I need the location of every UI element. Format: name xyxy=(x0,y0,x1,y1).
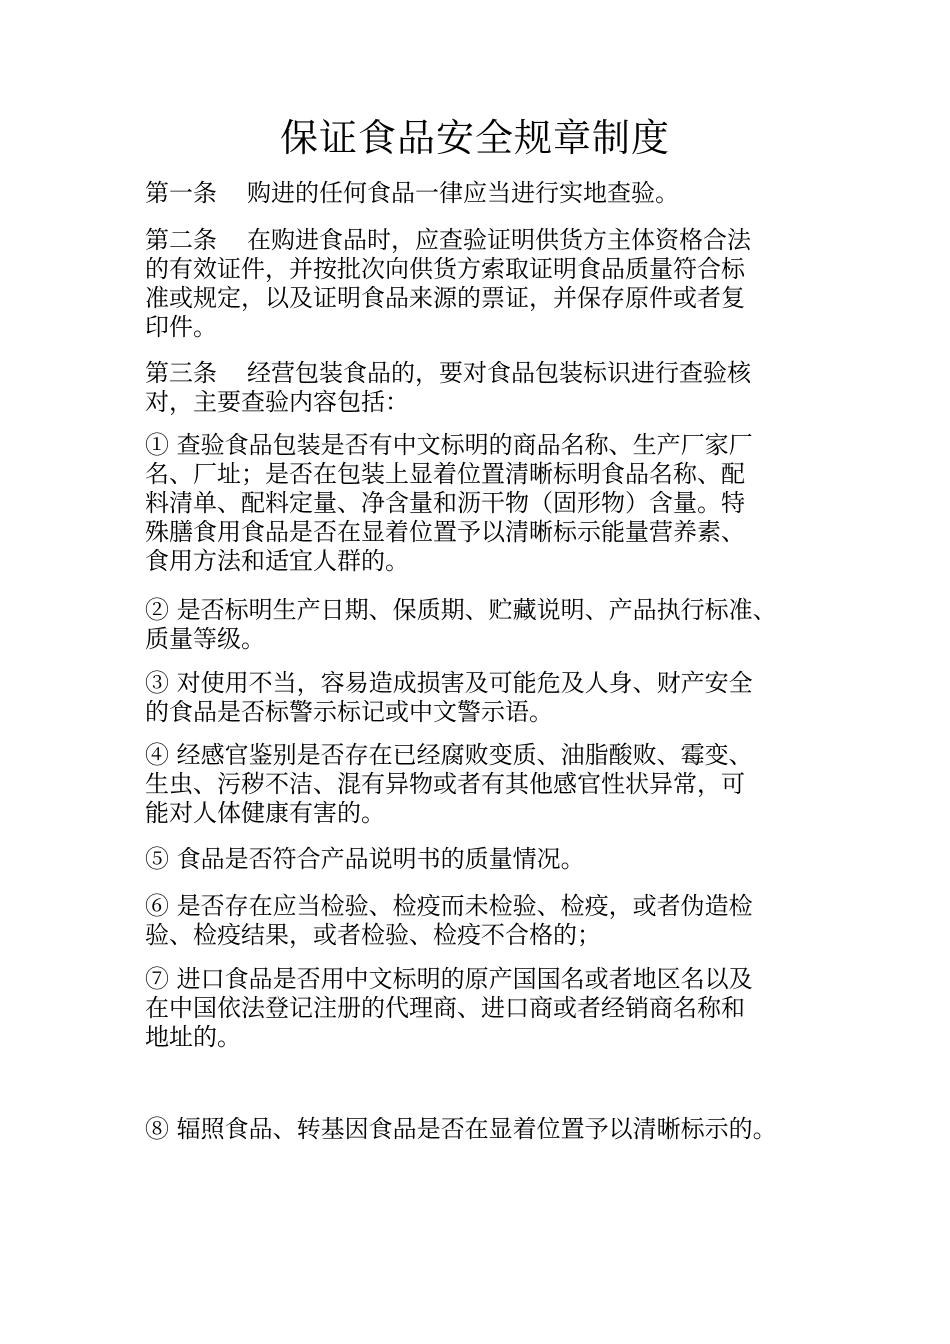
document-title: 保证食品安全规章制度 xyxy=(279,116,670,160)
check-item-5-line-1: ⑤ 食品是否符合产品说明书的质量情况。 xyxy=(145,845,585,873)
check-item-4-line-3: 能对人体健康有害的。 xyxy=(145,799,385,827)
check-item-4-line-2: 生虫、污秽不洁、混有异物或者有其他感官性状异常，可 xyxy=(145,770,745,798)
check-item-3 xyxy=(145,669,815,727)
check-item-4-line-1: ④ 经感官鉴别是否存在已经腐败变质、油脂酸败、霉变、 xyxy=(145,741,753,769)
article-2-line-2: 的有效证件，并按批次向供货方索取证明食品质量符合标 xyxy=(145,255,745,283)
check-item-1-line-2: 名、厂址；是否在包装上显着位置清晰标明食品名称、配 xyxy=(145,460,745,488)
check-item-3-line-1: ③ 对使用不当，容易造成损害及可能危及人身、财产安全 xyxy=(145,669,753,697)
check-item-7-line-3: 地址的。 xyxy=(145,1023,241,1051)
article-3-label: 第三条 xyxy=(145,359,217,387)
check-item-7-line-1: ⑦ 进口食品是否用中文标明的原产国国名或者地区名以及 xyxy=(145,965,753,993)
check-item-1-line-1: ① 查验食品包装是否有中文标明的商品名称、生产厂家厂 xyxy=(145,431,753,459)
check-item-7 xyxy=(145,965,815,1052)
article-3-line-2: 对，主要查验内容包括： xyxy=(145,388,409,416)
check-item-6-line-2: 验、检疫结果，或者检验、检疫不合格的； xyxy=(145,921,601,949)
article-2-line-1 xyxy=(145,226,815,255)
check-item-8-line-1: ⑧ 辐照食品、转基因食品是否在显着位置予以清晰标示的。 xyxy=(145,1115,777,1143)
article-2 xyxy=(145,226,815,342)
check-item-7-line-2: 在中国依法登记注册的代理商、进口商或者经销商名称和 xyxy=(145,994,745,1022)
article-3-text: 经营包装食品的，要对食品包装标识进行查验核 xyxy=(247,359,751,387)
article-3 xyxy=(145,359,815,417)
check-item-5 xyxy=(145,845,815,874)
article-1 xyxy=(145,179,815,208)
check-item-6-line-1: ⑥ 是否存在应当检验、检疫而未检验、检疫，或者伪造检 xyxy=(145,892,753,920)
article-2-label: 第二条 xyxy=(145,226,217,254)
article-1-text: 购进的任何食品一律应当进行实地查验。 xyxy=(247,179,679,207)
article-2-line-3: 准或规定，以及证明食品来源的票证，并保存原件或者复 xyxy=(145,284,745,312)
check-item-1-line-3: 料清单、配料定量、净含量和沥干物（固形物）含量。特 xyxy=(145,489,745,517)
article-1-label: 第一条 xyxy=(145,179,217,207)
check-item-8 xyxy=(145,1115,815,1144)
check-item-2-line-2: 质量等级。 xyxy=(145,625,265,653)
check-item-4 xyxy=(145,741,815,828)
check-item-1-line-5: 食用方法和适宜人群的。 xyxy=(145,547,409,575)
article-3-line-1 xyxy=(145,359,815,388)
check-item-2-line-1: ② 是否标明生产日期、保质期、贮藏说明、产品执行标准、 xyxy=(145,596,777,624)
check-item-2 xyxy=(145,596,815,654)
article-1-line-1 xyxy=(145,179,815,208)
article-2-text: 在购进食品时，应查验证明供货方主体资格合法 xyxy=(247,226,751,254)
check-item-1-line-4: 殊膳食用食品是否在显着位置予以清晰标示能量营养素、 xyxy=(145,518,745,546)
check-item-1 xyxy=(145,431,815,576)
article-2-line-4: 印件。 xyxy=(145,313,217,341)
check-item-3-line-2: 的食品是否标警示标记或中文警示语。 xyxy=(145,698,553,726)
check-item-6 xyxy=(145,892,815,950)
